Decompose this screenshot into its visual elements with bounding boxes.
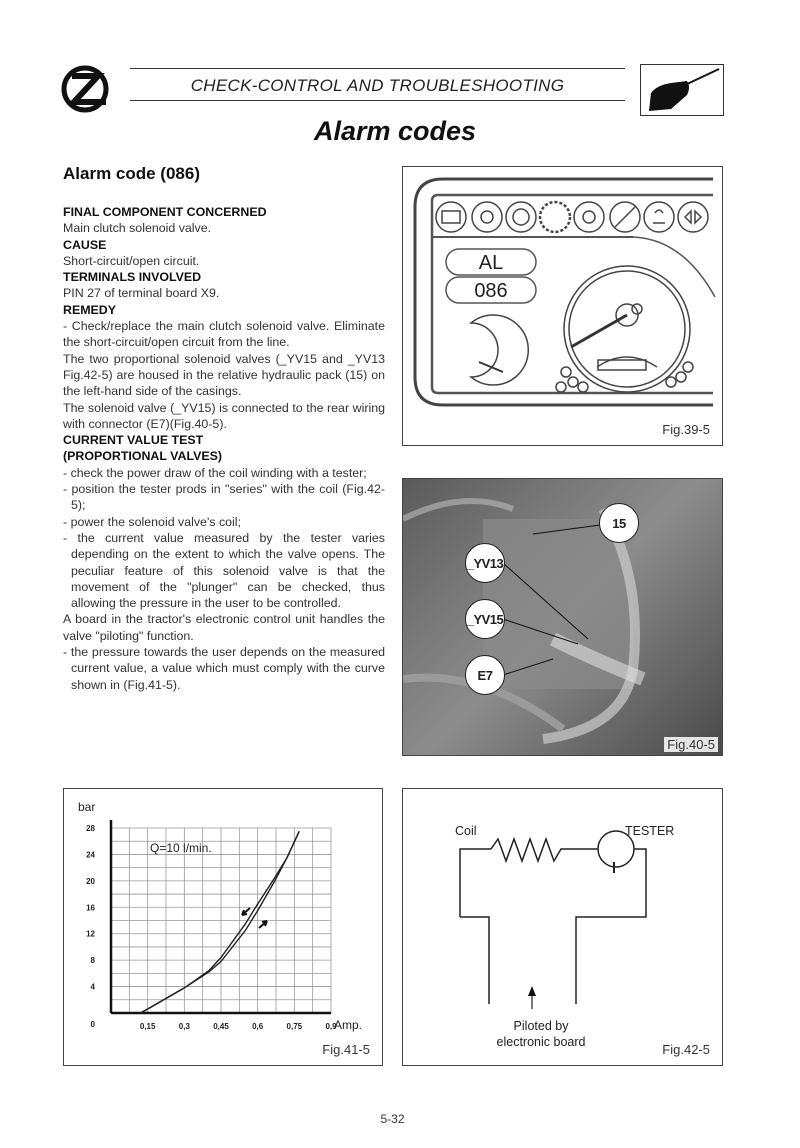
remedy-paragraph: The solenoid valve (_YV15) is connected to the rear wiring with connector (E7)(Fig.40-5). [63,400,385,431]
figure-caption: Fig.40-5 [664,737,718,752]
test-step: - the current value measured by the tester varies depending on the extent to which the valve opens. The peculiar feature of this solenoid valve is that the movement of the "plunger" can be checked, thus allowing the pressure in the user to be controlled. [63,530,385,611]
callout-yv13: _YV13 [465,543,505,583]
terminals-heading: TERMINALS INVOLVED [63,270,202,285]
section-title: CHECK-CONTROL AND TROUBLESHOOTING [190,76,565,95]
header-rule-bottom [130,100,625,101]
alarm-display-code: 086 [474,280,508,302]
y-tick-label: 0 [90,1020,95,1029]
x-tick-label: 0,45 [213,1022,229,1031]
remedy-text: - Check/replace the main clutch solenoid valve. Eliminate the short-circuit/open circuit from the line. [63,319,385,350]
figure-dashboard [402,166,723,446]
page-title: Alarm codes [313,116,477,146]
chart-annotation: Q=10 l/min. [150,841,212,855]
dashboard-illustration [403,167,721,444]
cause-heading: CAUSE [63,237,107,252]
pressure-current-chart [64,789,381,1064]
alarm-display-prefix: AL [478,252,504,274]
remedy-heading: REMEDY [63,302,117,317]
x-tick-label: 0,15 [139,1022,156,1031]
coil-resistor-icon [491,839,598,861]
piloted-label-line2: electronic board [496,1035,586,1049]
photo-illustration [403,479,721,754]
callout-e7: E7 [465,655,505,695]
figure-hydraulic-pack-photo [402,478,723,756]
final-component-text: Main clutch solenoid valve. [63,221,212,236]
x-tick-label: 0,9 [325,1022,337,1031]
arrow-up-icon [528,986,536,996]
board-paragraph: A board in the tractor's electronic control unit handles the valve "piloting" function. [63,612,385,643]
tester-probe-icon [640,64,724,116]
alarm-code-heading: Alarm code (086) [63,164,200,183]
test-step: - power the solenoid valve's coil; [63,514,241,529]
callout-yv15: _YV15 [465,599,505,639]
y-tick-label: 28 [86,824,95,833]
test-step: - check the power draw of the coil winding with a tester; [63,465,367,480]
figure-caption: Fig.39-5 [662,422,710,437]
y-tick-label: 8 [90,956,95,966]
y-tick-label: 24 [86,850,95,860]
page-number: 5-32 [380,1112,405,1126]
coil-label: Coil [455,824,477,838]
remedy-paragraph: The two proportional solenoid valves (_YV15 and _YV13 Fig.42-5) are housed in the relative hydraulic pack (15) on the left-hand side of the casings. [63,351,385,399]
figure-tester-circuit [402,788,723,1066]
final-component-heading: FINAL COMPONENT CONCERNED [63,205,267,219]
y-tick-label: 20 [86,876,95,886]
terminals-text: PIN 27 of terminal board X9. [63,286,220,301]
figure-caption: Fig.41-5 [322,1042,370,1057]
y-tick-label: 4 [90,982,95,992]
y-axis-label: bar [78,800,96,814]
cause-text: Short-circuit/open circuit. [63,253,200,268]
tester-label: TESTER [625,824,675,838]
header-rule-top [130,68,625,69]
y-tick-label: 12 [86,929,95,939]
series-line-decreasing [140,831,299,1013]
piloted-label-line1: Piloted by [513,1019,569,1033]
increasing-arrow-icon [259,921,267,928]
test-step: - the pressure towards the user depends on the measured current value, a value which must comply with the curve shown in (Fig.41-5). [63,645,385,692]
figure-caption: Fig.42-5 [662,1042,710,1057]
x-tick-label: 0,75 [286,1022,303,1031]
x-axis-label: Amp. [334,1018,363,1032]
body-text [63,204,385,693]
figure-pressure-chart [63,788,383,1066]
series-line-increasing [140,831,299,1013]
circuit-diagram [403,789,721,1064]
current-test-subheading: (PROPORTIONAL VALVES) [63,449,223,464]
y-tick-label: 16 [86,903,95,913]
x-tick-label: 0,6 [252,1022,264,1031]
x-tick-label: 0,3 [178,1022,190,1031]
decreasing-arrow-icon [242,908,250,915]
current-test-heading: CURRENT VALUE TEST [63,433,204,448]
test-step: - position the tester prods in "series" with the coil (Fig.42-5); [63,482,385,513]
manual-logo [58,64,116,114]
logo-icon [58,64,116,114]
callout-15: 15 [599,503,639,543]
